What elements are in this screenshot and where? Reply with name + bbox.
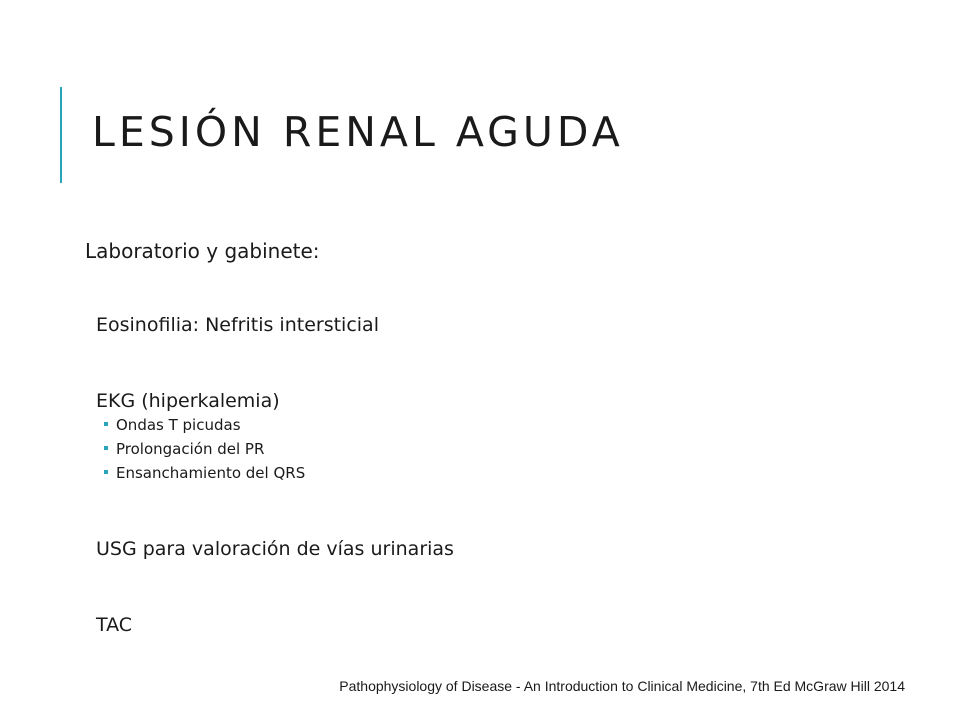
list-item-ekg: EKG (hiperkalemia) [96,390,280,412]
sub-list-item [104,413,305,437]
sub-list-item-label: Ondas T picudas [116,416,241,434]
list-item-eosinofilia: Eosinofilia: Nefritis intersticial [96,314,379,336]
sub-list-item [104,461,305,485]
section-heading: Laboratorio y gabinete: [85,239,320,263]
sub-list-item [104,437,305,461]
reference-citation: Pathophysiology of Disease - An Introduction to Clinical Medicine, 7th Ed McGraw Hill 2014 [339,678,905,694]
sub-list-item-label: Prolongación del PR [116,440,265,458]
list-item-tac: TAC [96,614,133,636]
sub-list-item-label: Ensanchamiento del QRS [116,464,306,482]
square-bullet-icon [104,470,108,474]
square-bullet-icon [104,446,108,450]
list-item-usg: USG para valoración de vías urinarias [96,538,454,560]
slide-title: LESIÓN RENAL AGUDA [92,108,624,156]
square-bullet-icon [104,422,108,426]
title-accent-bar [60,87,62,183]
ekg-sub-list [104,413,305,485]
